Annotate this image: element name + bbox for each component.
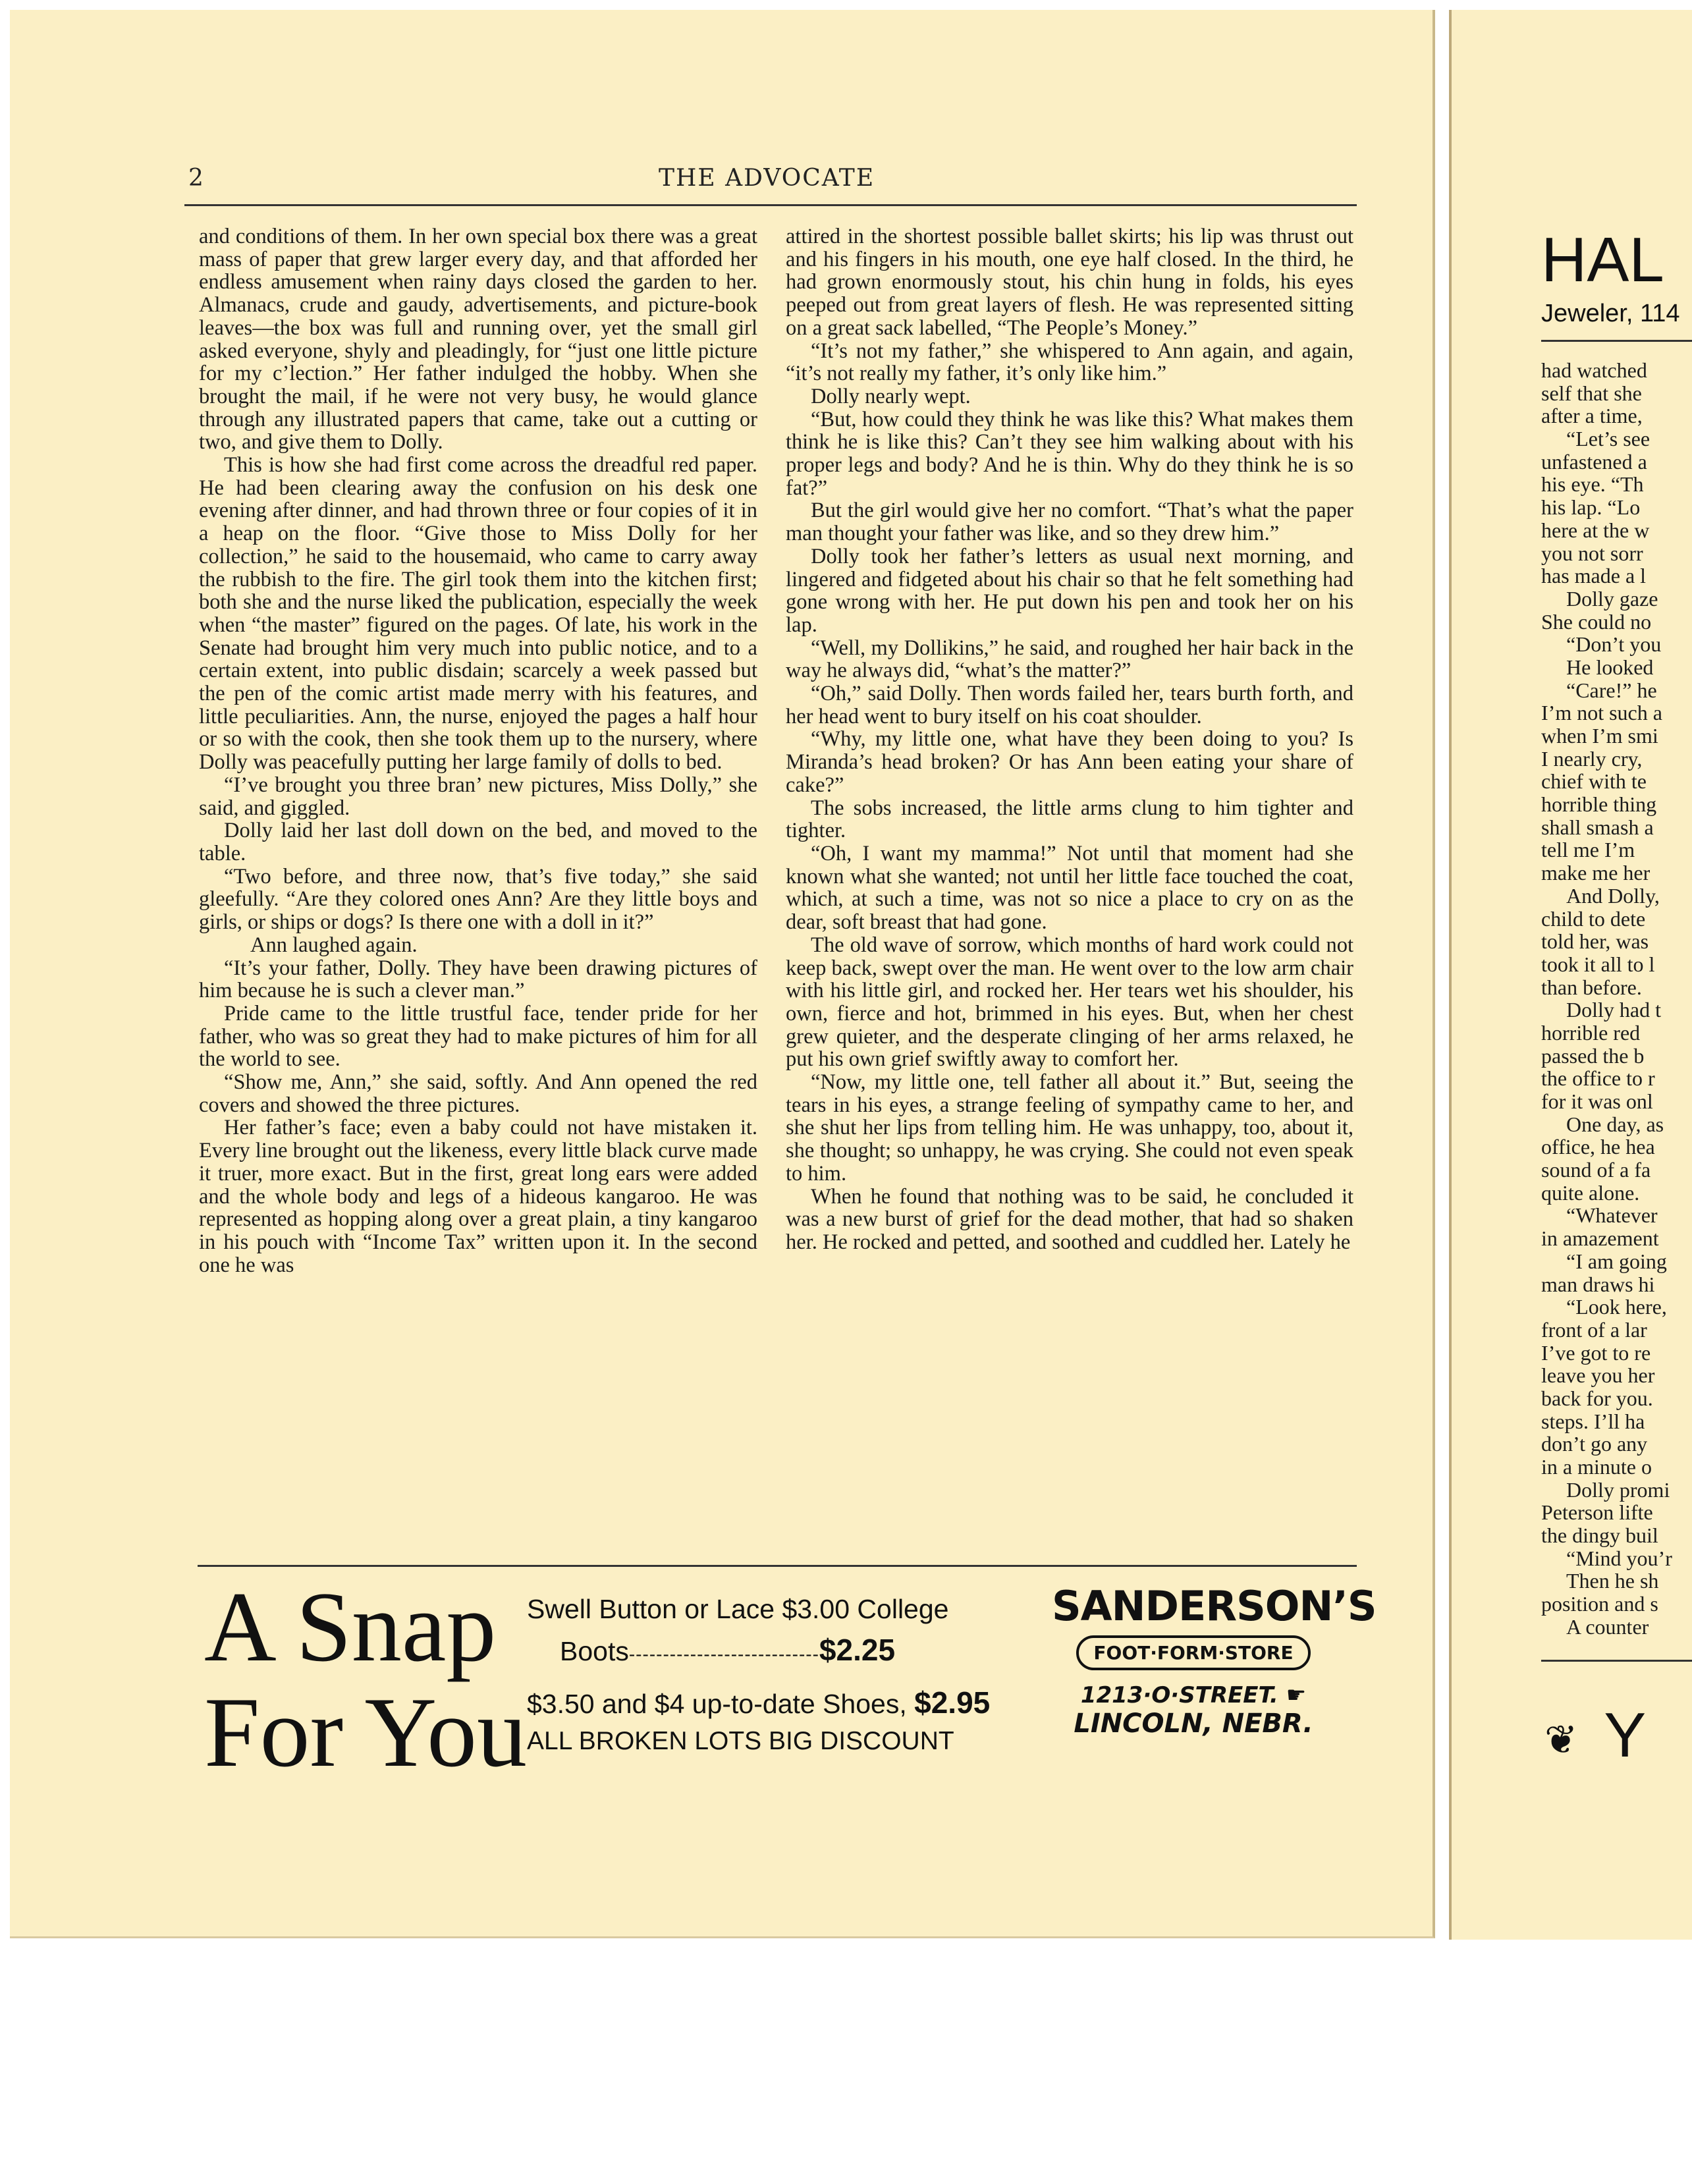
facing-page-line: “Whatever (1566, 1203, 1658, 1228)
facing-page-rule (1541, 340, 1692, 342)
facing-page-line: horrible red (1541, 1020, 1641, 1045)
paragraph: Her father’s face; even a baby could not have mistaken it. Every line brought out the likeness, every little black curve made it truer, more exact. But in the first, great long ears were added and the whole body and legs of a hideous kangaroo. He was represented as hopping along over a great plain, a tiny kangaroo in his pouch with “Income Tax” written upon it. In the second one he was (199, 1116, 757, 1277)
facing-page-line: after a time, (1541, 404, 1643, 428)
facing-page-line: Then he sh (1566, 1569, 1659, 1593)
paragraph: “Oh, I want my mamma!” Not until that moment had she known what she wanted; not until her little face touched the coat, which, at such a time, was not so nice a place to cry on as the dear, soft breast that had gone. (786, 841, 1353, 935)
facing-page-line: here at the w (1541, 518, 1650, 542)
facing-page-line: I’ve got to re (1541, 1340, 1651, 1365)
facing-page-line: Peterson lifte (1541, 1500, 1653, 1525)
facing-page-line: One day, as (1566, 1112, 1664, 1136)
paragraph: Pride came to the little trustful face, tender pride for her father, who was so great they had to make pictures of him for all the world to see. (199, 1001, 757, 1072)
facing-page-line: his eye. “Th (1541, 472, 1644, 497)
facing-page-line: child to dete (1541, 906, 1646, 931)
facing-page-line: office, he hea (1541, 1135, 1655, 1159)
facing-page-line: make me her (1541, 861, 1651, 885)
header-rule (184, 204, 1357, 206)
ad-headline-line-2: For You (204, 1677, 528, 1788)
facing-page-line: don’t go any (1541, 1432, 1648, 1456)
facing-page-line: And Dolly, (1566, 883, 1660, 908)
facing-page-line: unfastened a (1541, 449, 1647, 474)
facing-page-column (1541, 359, 1692, 1639)
facing-page-line: leave you her (1541, 1363, 1655, 1388)
facing-page-line: chief with te (1541, 769, 1647, 794)
paragraph: Ann laughed again. (250, 933, 418, 957)
facing-page-line: the dingy buil (1541, 1523, 1658, 1548)
left-column (199, 225, 757, 1276)
facing-page-line: Dolly promi (1566, 1477, 1670, 1502)
facing-page-line: position and s (1541, 1592, 1658, 1616)
facing-page-line: “I am going (1566, 1249, 1667, 1273)
paragraph: “But, how could they think he was like this? What makes them think he is like this? Can’t they see him walking about with his proper legs and body? And he is thin. Why do they think he is so fat?” (786, 407, 1353, 500)
facing-page-line: He looked (1566, 655, 1654, 679)
facing-page-line: I nearly cry, (1541, 746, 1643, 771)
store-name: SANDERSON’S (1052, 1582, 1377, 1630)
ad-offer-line-4: ALL BROKEN LOTS BIG DISCOUNT (527, 1727, 954, 1755)
paragraph: “Now, my little one, tell father all about it.” But, seeing the tears in his eyes, a strange feeling of sympathy came to her, and she shut her lips from telling him. He was unhappy, too, about it, she thought; so unhappy, he was crying. She could not even speak to him. (786, 1070, 1353, 1186)
facing-page-rule-bottom (1541, 1660, 1692, 1662)
paragraph: “Two before, and three now, that’s five today,” she said gleefully. “Are they colored ones Ann? Are they little boys and girls, or ships or dogs? Is there one with a doll in it?” (199, 864, 757, 935)
facing-page-line: back for you. (1541, 1386, 1653, 1410)
ad-shoes-label: $3.50 and $4 up-to-date Shoes, (527, 1689, 907, 1719)
facing-page-line: “Let’s see (1566, 427, 1651, 451)
paragraph: “Well, my Dollikins,” he said, and roughed her hair back in the way he always did, “what’s the matter?” (786, 636, 1353, 683)
facing-page-line: Dolly had t (1566, 998, 1661, 1022)
store-badge: FOOT·FORM·STORE (1076, 1635, 1310, 1670)
facing-page-line: you not sorr (1541, 541, 1643, 565)
facing-page-footer-text: Y (1604, 1700, 1647, 1770)
paragraph: attired in the shortest possible ballet skirts; his lip was thrust out and his fingers in his mouth, one eye half closed. In the third, he had grown enormously stout, his chin hung in folds, his eyes peeped out from great layers of flesh. He was represented sitting on a great sack labelled, “The People’s Money.” (786, 225, 1353, 340)
ad-headline-line-1: A Snap (204, 1571, 497, 1682)
facing-page-line: took it all to l (1541, 952, 1655, 976)
ad-dot-leader: ---------------------------- (628, 1644, 819, 1664)
facing-page-line: passed the b (1541, 1043, 1645, 1068)
facing-page-line: self that she (1541, 381, 1642, 405)
paragraph: Dolly laid her last doll down on the bed, and moved to the table. (199, 819, 757, 865)
ad-headline (204, 1571, 528, 1788)
facing-page-line: front of a lar (1541, 1317, 1647, 1342)
page-number: 2 (188, 165, 204, 192)
facing-page-line: Dolly gaze (1566, 586, 1658, 611)
paragraph: The old wave of sorrow, which months of hard work could not keep back, swept over the man. He went over to the low arm chair with his little girl, and rocked her. Her tears wet his shoulder, his own, fierce and hot, brimmed in his eyes. But, when her chest grew quieter, and the desperate clinging of her arms relaxed, he put his own grief swiftly away to comfort her. (786, 933, 1353, 1072)
store-address (1052, 1682, 1335, 1708)
pointing-hand-icon: ☛ (1286, 1682, 1307, 1708)
store-address-text: 1213·O·STREET. (1080, 1682, 1278, 1708)
facing-page-footer (1544, 1699, 1646, 1772)
facing-page-line: man draws hi (1541, 1272, 1655, 1296)
paragraph: “Why, my little one, what have they been doing to you? Is Miranda’s head broken? Or has Ann been eating your share of cake?” (786, 727, 1353, 797)
facing-page-line: tell me I’m (1541, 838, 1635, 862)
facing-page-line: when I’m smi (1541, 724, 1658, 748)
facing-page-line: horrible thing (1541, 792, 1657, 817)
paragraph: This is how she had first come across the dreadful red paper. He had been clearing away the confusion on his desk one evening after dinner, and had thrown three or four copies of it in a heap on the floor. “Give those to Miss Dolly for her collection,” he said to the housemaid, who came to carry away the rubbish to the fire. The girl took them into the kitchen first; both she and the nurse liked the publication, especially the week when “the master” figured on the pages. Of late, his work in the Senate had brought him very much into public notice, and to a certain extent, into public disdain; scarcely a week passed but the pen of the comic artist made merry with his features, and little peculiarities. Ann, the nurse, enjoyed the pages a half hour or so with the cook, then she took them up to the nursery, where Dolly was peacefully putting her large family of dolls to bed. (199, 453, 757, 775)
ad-offer-line-2 (560, 1632, 895, 1668)
facing-page-line: told her, was (1541, 929, 1649, 954)
store-city: LINCOLN, NEBR. (1074, 1708, 1313, 1739)
facing-page-subheading: Jeweler, 114 (1541, 300, 1680, 327)
leaf-ornament-icon: ❦ (1544, 1717, 1578, 1762)
facing-page-line: I’m not such a (1541, 701, 1662, 725)
facing-page-line: A counter (1566, 1614, 1649, 1639)
paragraph: Dolly nearly wept. (811, 384, 971, 408)
page-header-title: THE ADVOCATE (659, 165, 875, 192)
paragraph: The sobs increased, the little arms clung to him tighter and tighter. (786, 796, 1353, 843)
paragraph: When he found that nothing was to be said, he concluded it was a new burst of grief for the dead mother, that had so shaken her. He rocked and petted, and soothed and cuddled her. Lately he (786, 1184, 1353, 1254)
ad-offer-line-1: Swell Button or Lace $3.00 College (527, 1594, 949, 1624)
paragraph: “I’ve brought you three bran’ new pictures, Miss Dolly,” she said, and giggled. (199, 773, 757, 820)
facing-page-line: for it was onl (1541, 1089, 1653, 1113)
paragraph: “Show me, Ann,” she said, softly. And Ann opened the red covers and showed the three pictures. (199, 1070, 757, 1117)
facing-page-line: the office to r (1541, 1066, 1655, 1091)
store-logo (1052, 1582, 1377, 1739)
facing-page-line: “Don’t you (1566, 632, 1662, 657)
ad-boots-label: Boots (560, 1636, 629, 1666)
ad-offer-line-3 (527, 1685, 990, 1720)
facing-page-line: shall smash a (1541, 815, 1654, 839)
facing-page-line: quite alone. (1541, 1180, 1640, 1205)
paragraph: Dolly took her father’s letters as usual next morning, and lingered and fidgeted about his chair so that he felt something had gone wrong with her. He put down his pen and took her on his lap. (786, 544, 1353, 637)
ad-shoes-price: $2.95 (914, 1685, 991, 1720)
facing-page-line: She could no (1541, 609, 1652, 634)
facing-page-line: has made a l (1541, 564, 1647, 588)
paragraph: “It’s not my father,” she whispered to Ann again, and again, “it’s not really my father, it’s only like him.” (786, 339, 1353, 386)
paragraph: But the girl would give her no comfort. “That’s what the paper man thought your father was like, and so they drew him.” (786, 499, 1353, 546)
facing-page-line: “Mind you’r (1566, 1546, 1672, 1570)
ad-boots-price: $2.25 (819, 1633, 896, 1667)
facing-page-line: than before. (1541, 975, 1642, 999)
facing-page-line: had watched (1541, 359, 1647, 382)
facing-page-line: in a minute o (1541, 1455, 1652, 1479)
paragraph: and conditions of them. In her own special box there was a great mass of paper that grew larger every day, and that afforded her endless amusement when rainy days closed the garden to her. Almanacs, crude and gaudy, advertisements, and picture-book leaves—the box was full and running over, yet the small girl asked everyone, shyly and pleadingly, for “just one little picture for my c’lection.” Her father indulged the hobby. When she brought the mail, if he were not very busy, he would glance through any illustrated papers that came, take out a cutting or two, and give them to Dolly. (199, 225, 757, 454)
facing-page-line: in amazement (1541, 1226, 1659, 1251)
right-column (786, 225, 1353, 1254)
advertisement (198, 1571, 1377, 1798)
advertisement-rule (198, 1565, 1357, 1567)
facing-page-line: his lap. “Lo (1541, 495, 1641, 520)
facing-page-line: “Look here, (1566, 1295, 1667, 1319)
facing-page-line: sound of a fa (1541, 1158, 1651, 1182)
paragraph: “Oh,” said Dolly. Then words failed her, tears burth forth, and her head went to bury itself on his coat shoulder. (786, 682, 1353, 728)
facing-page-heading: HAL (1541, 225, 1664, 295)
facing-page-line: “Care!” he (1566, 678, 1657, 702)
paragraph: “It’s your father, Dolly. They have been drawing pictures of him because he is such a clever man.” (199, 956, 757, 1003)
facing-page-line: steps. I’ll ha (1541, 1409, 1645, 1433)
